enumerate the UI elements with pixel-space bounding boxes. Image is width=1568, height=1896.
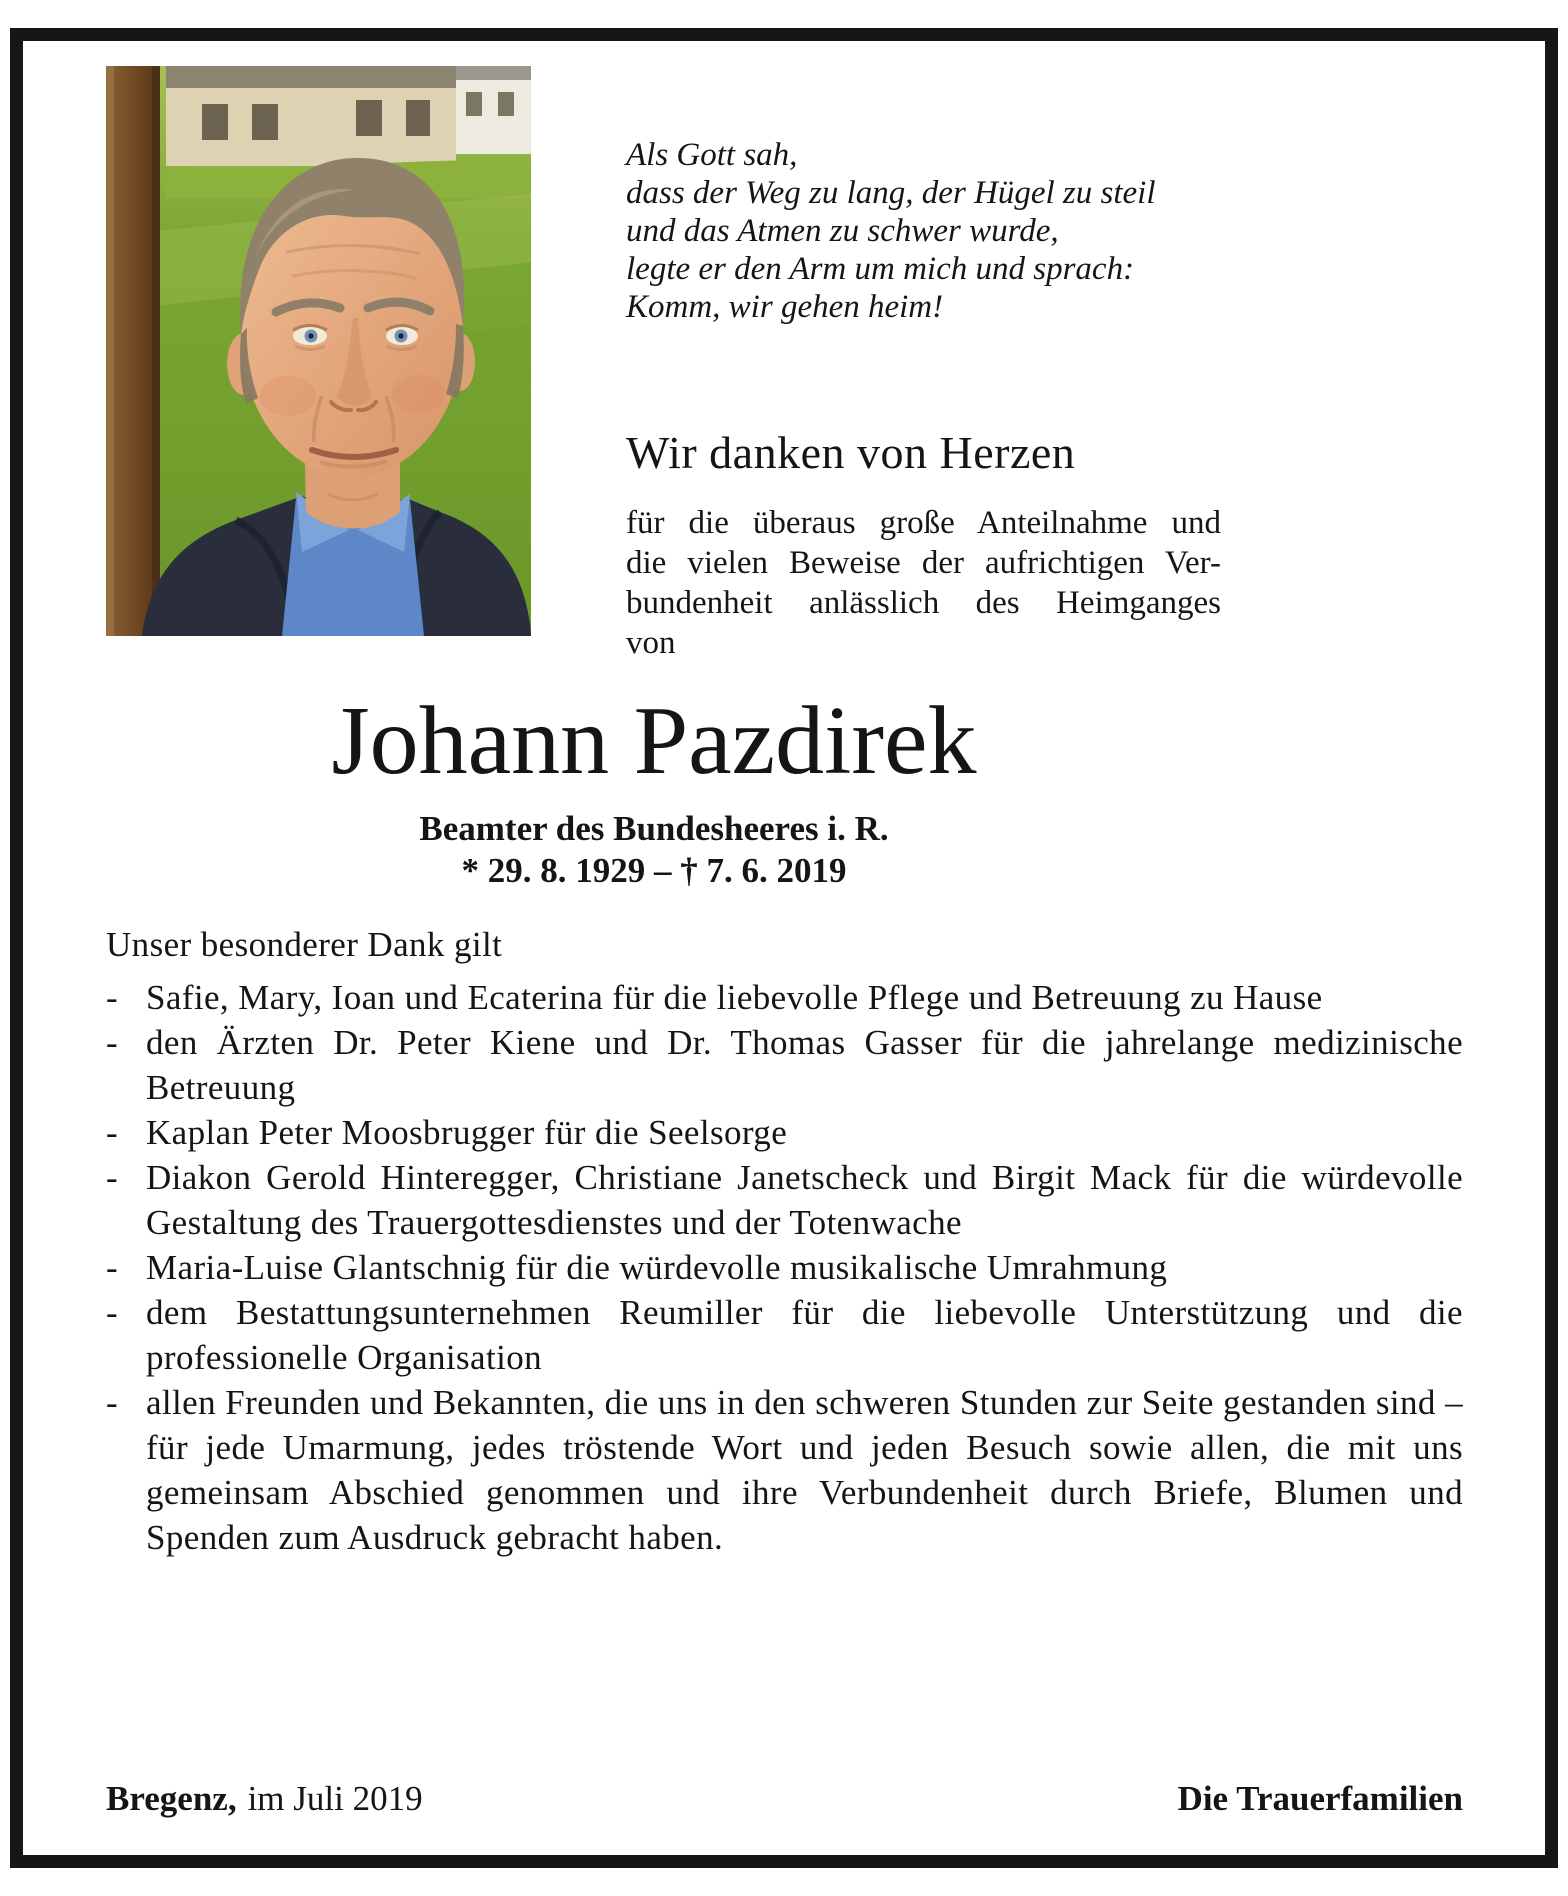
life-dates: * 29. 8. 1929 – † 7. 6. 2019 [461,850,847,890]
dash-marker: - [106,1382,119,1422]
poem-line: dass der Weg zu lang, der Hügel zu steil [626,175,1156,211]
thanks-text-line: für die überaus große Anteilnahme und [626,505,1221,541]
dash-marker: - [106,977,119,1017]
thanks-text [626,503,1221,663]
thanks-heading: Wir danken von Herzen [626,427,1076,478]
dash-marker: - [106,1022,119,1062]
poem-line: legte er den Arm um mich und sprach: [626,251,1135,287]
dash-marker: - [106,1157,119,1197]
right-column [626,66,1221,663]
poem-line: Als Gott sah, [626,137,798,173]
list-item [106,975,1463,1020]
page-frame [10,28,1558,1868]
list-item-text: dem Bestattungsunternehmen Reumiller für die liebevolle Unterstützung und die professionelle Organisation [146,1292,1463,1377]
place: Bregenz, [106,1779,237,1818]
list-item-text: Safie, Mary, Ioan und Ecaterina für die liebevolle Pflege und Betreuung zu Hause [146,977,1323,1017]
acknowledgement-list [106,975,1463,1560]
list-item-text: Diakon Gerold Hinteregger, Christiane Janetscheck und Birgit Mack für die würdevolle Gestaltung des Trauergottesdienstes und der Totenwache [146,1157,1463,1242]
list-item-text: allen Freunden und Bekannten, die uns in den schweren Stunden zur Seite gestanden sind – für jede Umarmung, jedes tröstende Wort und jeden Besuch sowie allen, die mit uns gemeinsam Abschied genommen und ihre Verbundenheit durch Briefe, Blumen und Spenden zum Ausdruck gebracht haben. [146,1382,1463,1557]
deceased-title: Beamter des Bundesheeres i. R. [419,808,889,848]
portrait-photo [106,66,531,636]
dash-marker: - [106,1247,119,1287]
list-item-text: Maria-Luise Glantschnig für die würdevolle musikalische Umrahmung [146,1247,1168,1287]
list-item [106,1110,1463,1155]
thanks-text-line: die vielen Beweise der aufrichtigen Ver- [626,545,1221,581]
deceased-block [106,689,1202,891]
place-date [106,1779,423,1819]
thanks-text-line: von [626,625,676,661]
page-content [23,41,1545,1855]
memorial-poem [626,136,1221,326]
dash-marker: - [106,1112,119,1152]
acknowledgement-intro: Unser besonderer Dank gilt [106,924,503,964]
poem-line: und das Atmen zu schwer wurde, [626,213,1059,249]
list-item [106,1245,1463,1290]
deceased-name: Johann Pazdirek [331,687,977,795]
signature: Die Trauerfamilien [1177,1779,1463,1818]
list-item-text: den Ärzten Dr. Peter Kiene und Dr. Thomas Gasser für die jahrelange medizinische Betreuung [146,1022,1463,1107]
footer [106,1779,1463,1819]
poem-line: Komm, wir gehen heim! [626,289,944,325]
list-item [106,1020,1463,1110]
date: im Juli 2019 [247,1779,423,1818]
list-item [106,1155,1463,1245]
list-item [106,1380,1463,1560]
top-section [106,66,1463,663]
list-item [106,1290,1463,1380]
thanks-text-line: bundenheit anlässlich des Heimganges [626,585,1221,621]
list-item-text: Kaplan Peter Moosbrugger für die Seelsorge [146,1112,788,1152]
dash-marker: - [106,1292,119,1332]
